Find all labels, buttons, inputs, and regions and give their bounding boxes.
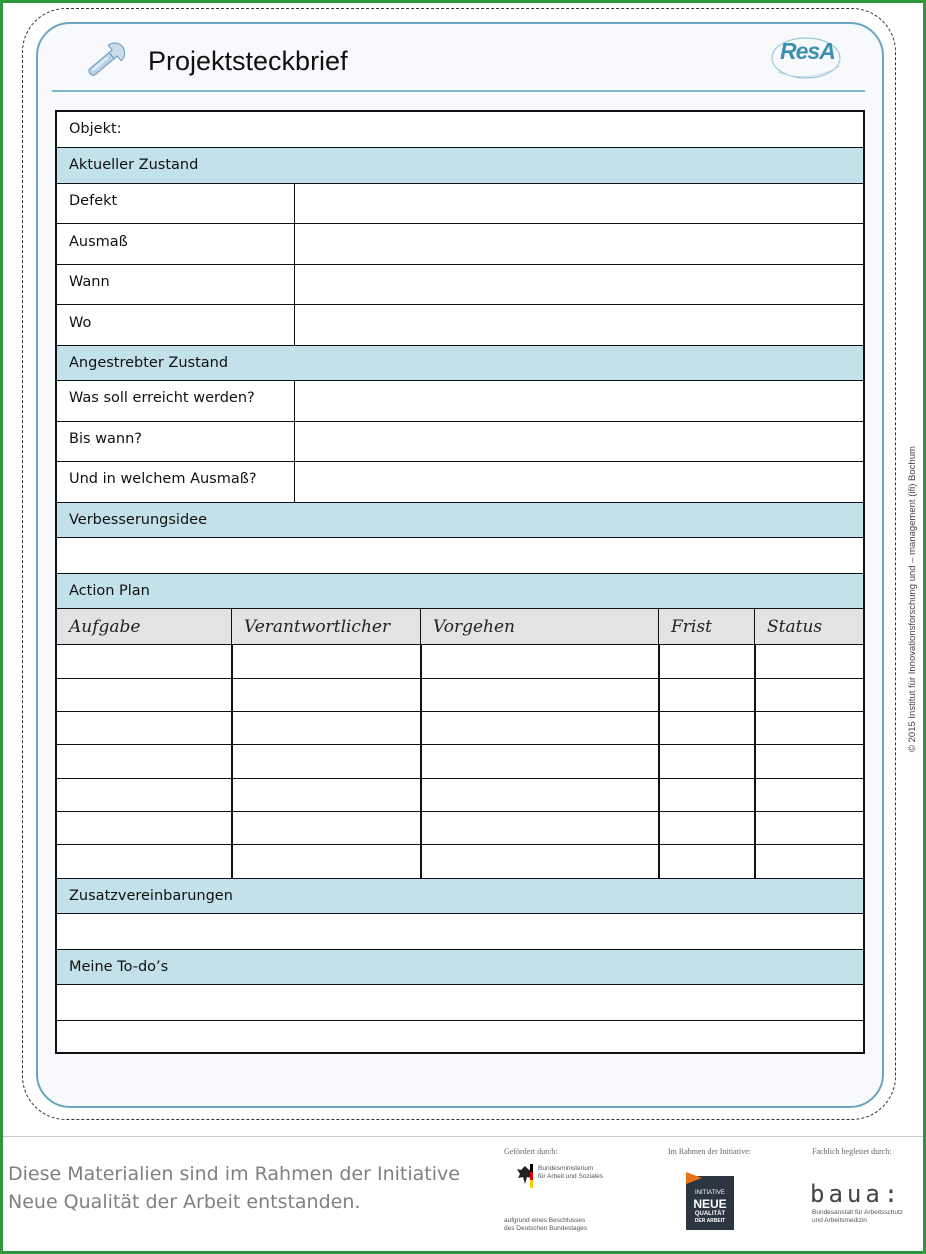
section-title: Aktueller Zustand [69,157,199,173]
section-title: Action Plan [69,583,150,599]
fachlich-caption: Fachlich begleitet durch: [812,1147,892,1156]
column-header-aufgabe: Aufgabe [57,609,232,644]
row-label: Defekt [69,193,118,209]
row-defekt[interactable] [57,184,863,224]
column-header-verantwortlicher: Verantwortlicher [232,609,421,644]
row-label-cell [57,184,295,223]
initiative-caption: Im Rahmen der Initiative: [668,1147,751,1156]
objekt-label: Objekt: [69,121,122,137]
flag-gold [530,1180,533,1188]
section-header-todos [57,950,863,985]
row-label-cell [57,305,295,345]
inqa-line1: INITIATIVE [695,1190,725,1196]
todo-field[interactable] [57,985,863,1021]
flag-red [530,1172,533,1180]
inqa-line2: NEUE [693,1197,727,1211]
verbesserungsidee-field[interactable] [57,538,863,574]
beschluss-line2: des Deutschen Bundestages [504,1225,588,1232]
section-header-verbesserungsidee [57,503,863,538]
column-divider [231,645,233,879]
inqa-line4: DER ARBEIT [694,1218,726,1224]
section-header-action-plan [57,574,863,609]
section-title: Meine To-do’s [69,959,169,975]
row-label: Wann [69,274,110,290]
zusatzvereinbarungen-field[interactable] [57,914,863,950]
section-title: Zusatzvereinbarungen [69,888,233,904]
row-ausmass[interactable] [57,224,863,265]
action-plan-row[interactable] [57,712,863,745]
section-header-angestrebter-zustand [57,346,863,381]
action-plan-table-header [57,609,863,645]
row-label: Bis wann? [69,431,142,447]
footer-text-line2: Neue Qualität der Arbeit entstanden. [8,1191,361,1213]
row-label-cell [57,462,295,502]
ministry-name-2: für Arbeit und Soziales [538,1173,604,1180]
footer-divider [3,1136,923,1137]
row-wo[interactable] [57,305,863,346]
header-divider [52,90,865,92]
beschluss-line1: aufgrund eines Beschlusses [504,1217,586,1224]
copyright-note: © 2015 Institut für Innovationsforschung und – management (ifi) Bochum [907,446,918,752]
project-form [55,110,865,1054]
flag-black [530,1164,533,1172]
action-plan-row[interactable] [57,779,863,812]
row-label: Und in welchem Ausmaß? [69,471,257,487]
row-label: Ausmaß [69,234,128,250]
column-header-frist: Frist [659,609,755,644]
row-label: Wo [69,315,92,331]
objekt-row[interactable] [57,112,863,148]
row-was-soll-erreicht-werden[interactable] [57,381,863,422]
todo-field[interactable] [57,1021,863,1052]
action-plan-row[interactable] [57,845,863,879]
inqa-arrow-icon [686,1172,702,1184]
row-ausmass-ziel[interactable] [57,462,863,503]
baua-name-1: Bundesanstalt für Arbeitsschutz [812,1209,904,1216]
action-plan-row[interactable] [57,679,863,712]
column-header-status: Status [767,617,823,637]
row-label-cell [57,224,295,264]
page-title: Projektsteckbrief [148,46,348,76]
action-plan-row[interactable] [57,645,863,679]
wrench-icon [80,40,128,84]
row-wann[interactable] [57,265,863,305]
section-header-aktueller-zustand [57,148,863,184]
column-divider [658,645,660,879]
row-label-cell [57,422,295,461]
ministry-name-1: Bundesministerium [538,1165,594,1172]
section-title: Verbesserungsidee [69,512,208,528]
row-bis-wann[interactable] [57,422,863,462]
sponsor-caption: Gefördert durch: [504,1147,558,1156]
action-plan-row[interactable] [57,745,863,779]
row-label-cell [57,265,295,304]
inqa-line3: QUALITÄT [694,1211,726,1217]
section-title: Angestrebter Zustand [69,355,229,371]
column-header-vorgehen: Vorgehen [421,609,659,644]
column-divider [754,645,756,879]
row-label-cell [57,381,295,421]
action-plan-row[interactable] [57,812,863,845]
baua-logo: baua: [810,1180,903,1208]
resa-logo: ResA [780,38,835,64]
column-divider [420,645,422,879]
baua-name-2: und Arbeitsmedizin [812,1217,867,1224]
row-label: Was soll erreicht werden? [69,390,255,406]
footer-text-line1: Diese Materialien sind im Rahmen der Initiative [8,1163,460,1185]
section-header-zusatzvereinbarungen [57,879,863,914]
inqa-logo [686,1176,734,1230]
